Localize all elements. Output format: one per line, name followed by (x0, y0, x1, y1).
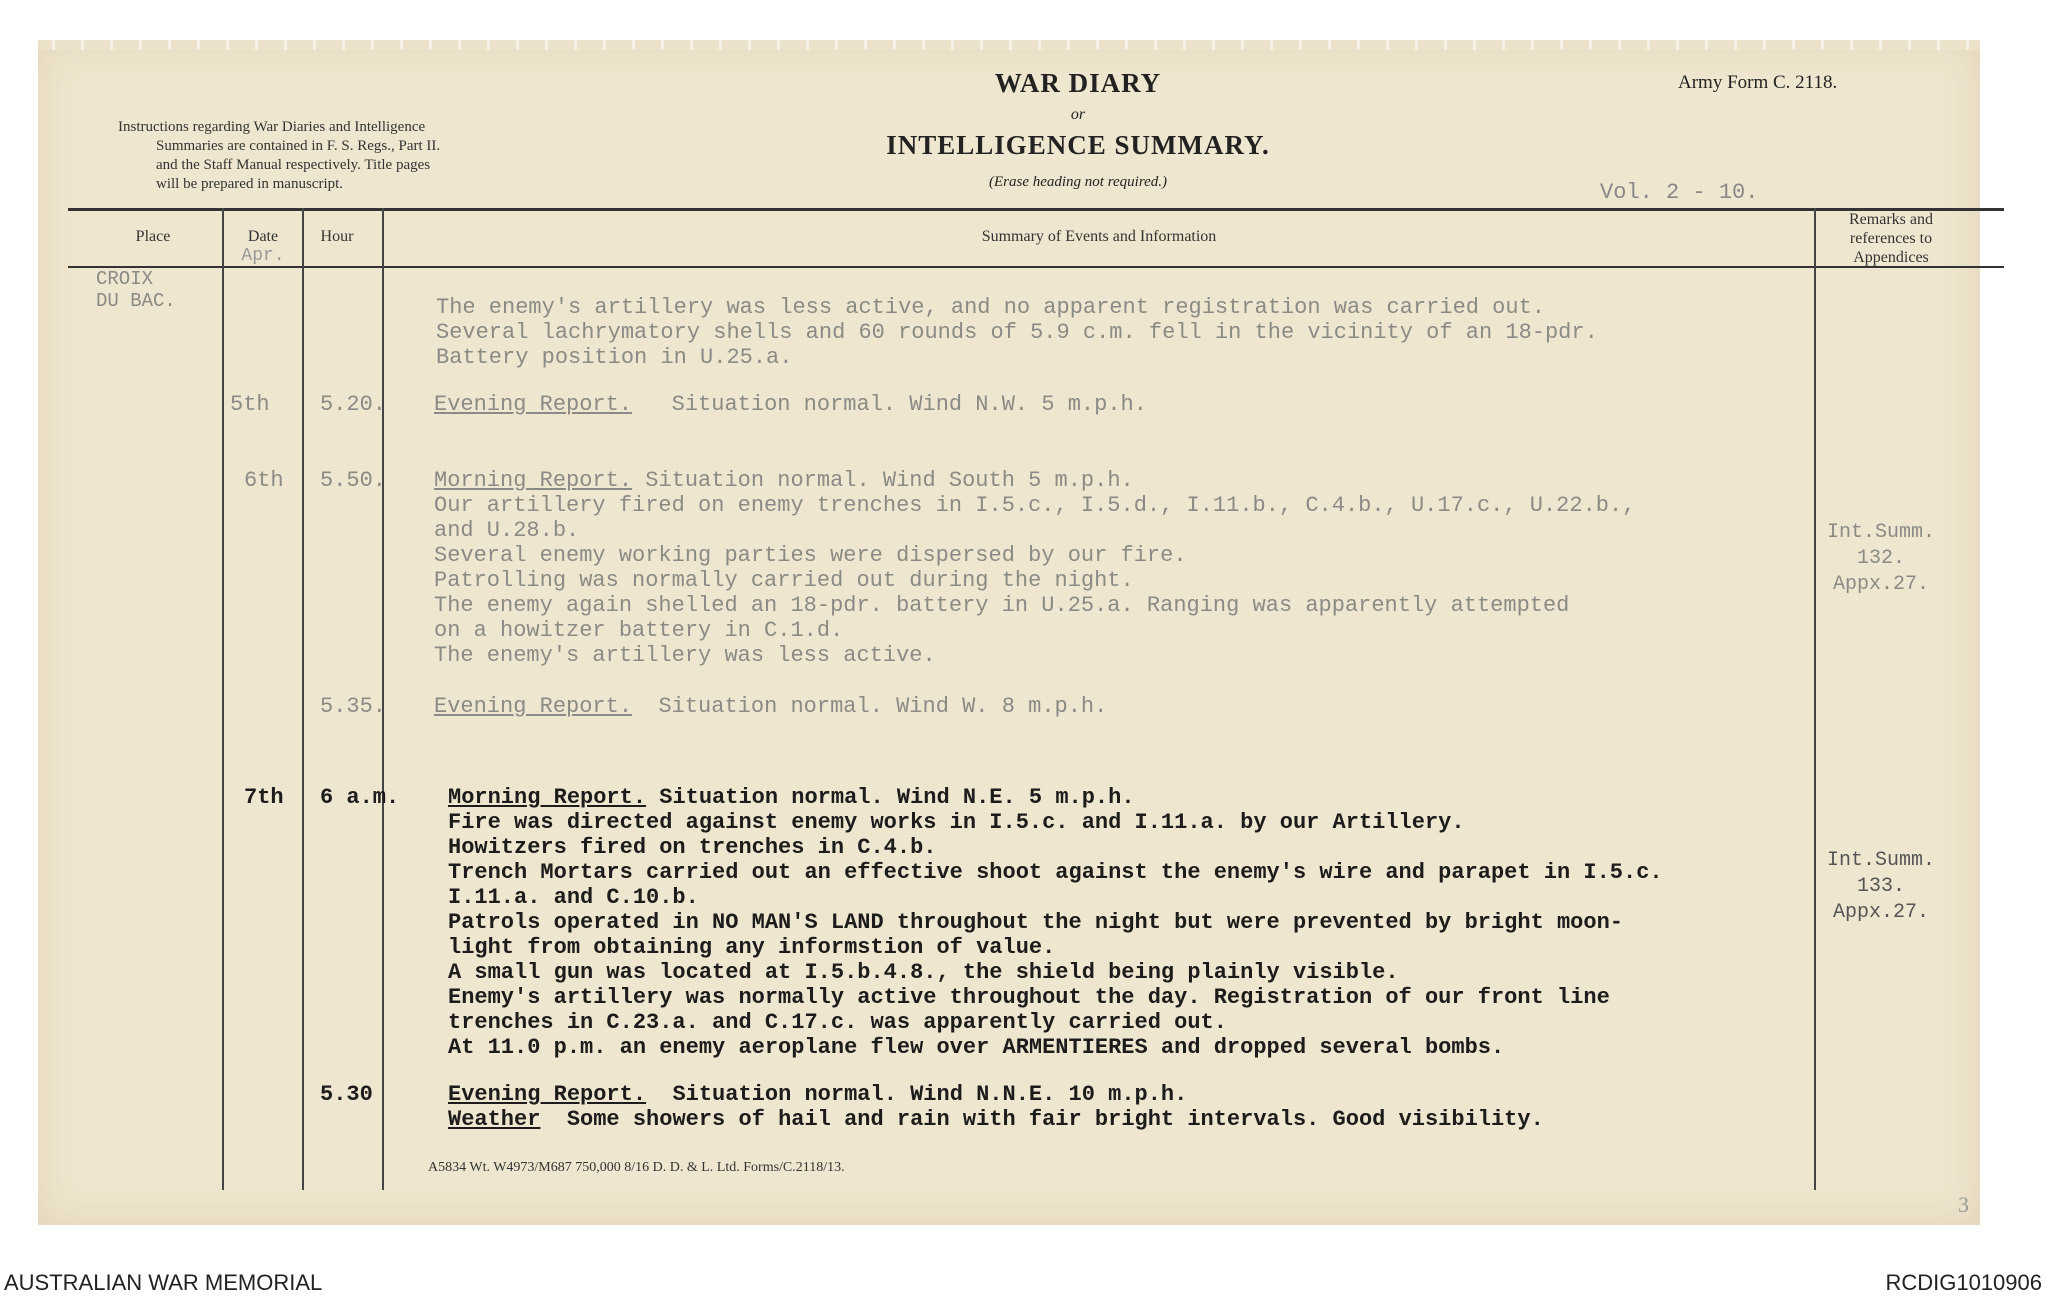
entry-date: 7th (244, 785, 284, 810)
entry-7th-evening: Evening Report. Situation normal. Wind N.N.E. 10 m.p.h. Weather Some showers of hail and rain with fair bright intervals. Good visibility. (448, 1082, 1544, 1132)
remarks-6th: Int.Summ. 132. Appx.27. (1826, 521, 1936, 596)
archive-label: AUSTRALIAN WAR MEMORIAL (4, 1270, 323, 1295)
report-heading: Morning Report. (434, 468, 633, 493)
col-header-date-sub: Apr. (241, 246, 285, 266)
title-intelligence-summary: INTELLIGENCE SUMMARY. (886, 130, 1270, 160)
torn-edge (38, 40, 1980, 50)
report-heading: Evening Report. (434, 694, 633, 719)
table-top-rule (68, 208, 2004, 211)
title-war-diary: WAR DIARY (994, 68, 1162, 98)
intro-entry: The enemy's artillery was less active, and no apparent registration was carried out. Several lachrymatory shells and 60 rounds of 5.9 c.m. fell in the vicinity of an 18-pdr. Battery position in U.25.a. (436, 295, 1598, 370)
entry-hour: 5.30 (320, 1082, 373, 1107)
entry-date: 5th (230, 392, 270, 417)
army-form-number: Army Form C. 2118. (1678, 72, 1838, 93)
print-info: A5834 Wt. W4973/M687 750,000 8/16 D. D. & L. Ltd. Forms/C.2118/13. (428, 1160, 845, 1175)
instruction-line: Summaries are contained in F. S. Regs., Part II. (156, 138, 441, 154)
document-id: RCDIG1010906 (1885, 1270, 2042, 1295)
entry-hour: 5.50. (320, 468, 387, 493)
entry-hour: 5.20. (320, 392, 387, 417)
remarks-7th: Int.Summ. 133. Appx.27. (1826, 849, 1936, 924)
entry-5th-evening: Evening Report. Situation normal. Wind N.W. 5 m.p.h. (434, 392, 1147, 417)
instruction-line: Instructions regarding War Diaries and Intelligence (118, 119, 426, 135)
instruction-line: and the Staff Manual respectively. Title pages (156, 157, 431, 173)
instruction-line: will be prepared in manuscript. (156, 176, 344, 192)
volume-number: Vol. 2 - 10. (1600, 180, 1759, 205)
col-header-hour: Hour (320, 228, 354, 245)
diary-sheet (38, 40, 1980, 1225)
report-heading: Evening Report. (448, 1082, 647, 1107)
col-header-date: Date (247, 228, 279, 245)
title-or: or (1070, 106, 1086, 123)
header-bottom-rule (68, 266, 2004, 268)
col-divider-date (302, 208, 304, 1190)
entry-6th-morning: Morning Report. Situation normal. Wind South 5 m.p.h. Our artillery fired on enemy trenches in I.5.c., I.5.d., I.11.b., C.4.b., U.17.c., U.22.b., and U.28.b. Several enemy working parties were dispersed by our fire. Patrolling was normally carried out during the night. The enemy again shelled an 18-pdr. battery in U.25.a. Ranging was apparently attempted on a howitzer battery in C.1.d. The enemy's artillery was less active. (434, 468, 1636, 668)
erase-note: (Erase heading not required.) (988, 174, 1168, 190)
entry-7th-morning: Morning Report. Situation normal. Wind N.E. 5 m.p.h. Fire was directed against enemy works in I.5.c. and I.11.a. by our Artillery. Howitzers fired on trenches in C.4.b. Trench Mortars carried out an effective shoot against the enemy's wire and parapet in I.5.c. I.11.a. and C.10.b. Patrols operated in NO MAN'S LAND throughout the night but were prevented by bright moon- light from obtaining any informstion of value. A small gun was located at I.5.b.4.8., the shield being plainly visible. Enemy's artillery was normally active throughout the day. Registration of our front line trenches in C.23.a. and C.17.c. was apparently carried out. At 11.0 p.m. an enemy aeroplane flew over ARMENTIERES and dropped several bombs. (448, 785, 1663, 1060)
col-divider-place (222, 208, 224, 1190)
col-header-place: Place (135, 228, 171, 245)
entry-date: 6th (244, 468, 284, 493)
entry-6th-evening: Evening Report. Situation normal. Wind W. 8 m.p.h. (434, 694, 1108, 719)
entry-hour: 5.35. (320, 694, 387, 719)
weather-heading: Weather (448, 1107, 541, 1132)
instructions (118, 118, 598, 194)
entry-hour: 6 a.m. (320, 785, 400, 810)
col-header-summary: Summary of Events and Information (981, 228, 1217, 245)
col-header-remarks: Remarks and references to Appendices (1849, 211, 1933, 266)
report-heading: Morning Report. (448, 785, 647, 810)
place-name: CROIX DU BAC. (96, 268, 176, 312)
report-heading: Evening Report. (434, 392, 633, 417)
col-divider-remarks (1814, 208, 1816, 1190)
page-mark: 3 (1958, 1192, 1969, 1217)
